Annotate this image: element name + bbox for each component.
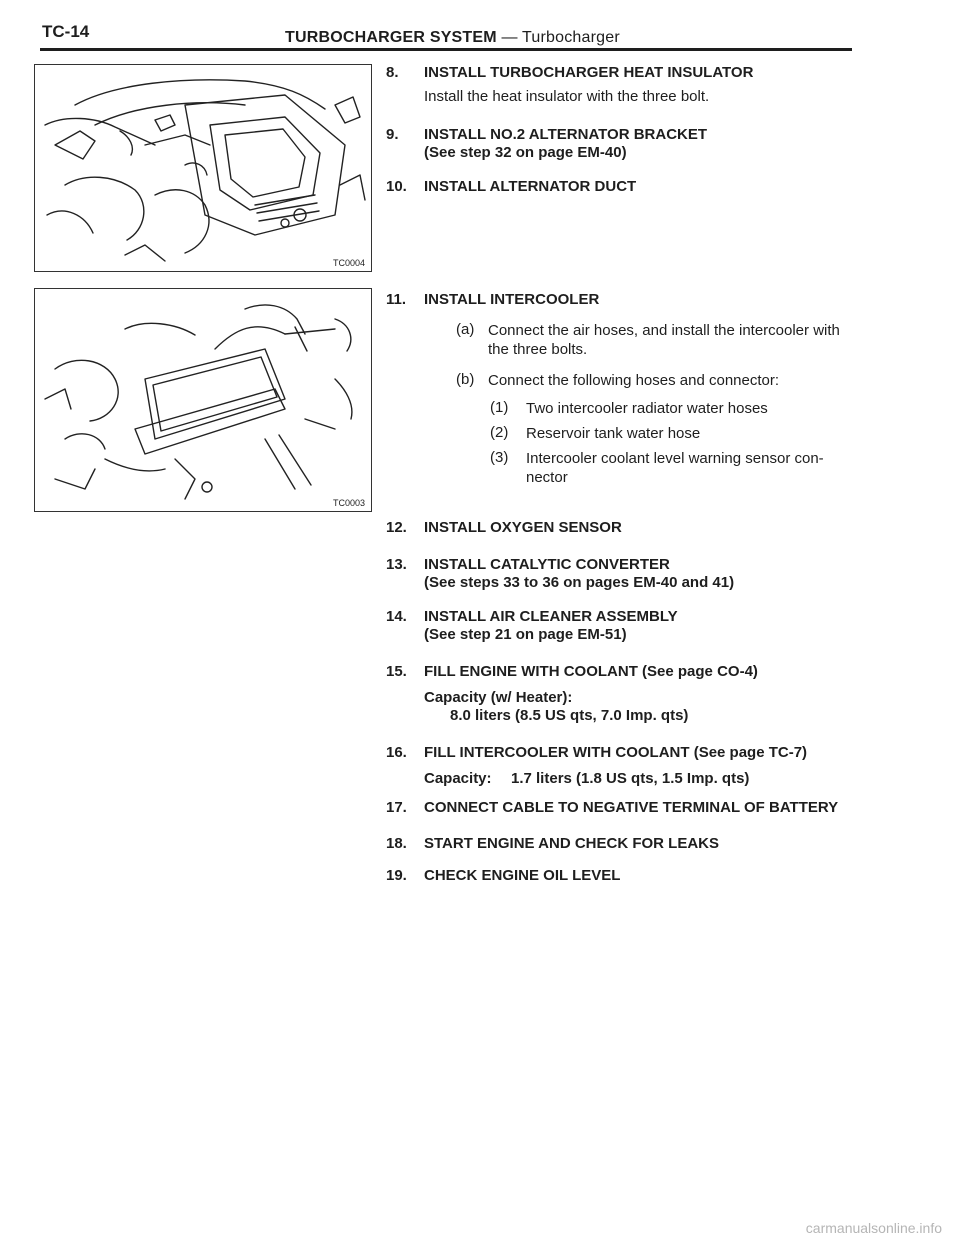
capacity-label: Capacity: (424, 770, 492, 787)
watermark-text: carmanualsonline.info (805, 1220, 942, 1236)
capacity-value: 8.0 liters (8.5 US qts, 7.0 Imp. qts) (450, 707, 689, 724)
substep-line: the three bolts. (488, 341, 588, 358)
page-code: TC-14 (42, 22, 90, 41)
step-title: INSTALL NO.2 ALTERNATOR BRACKET (424, 126, 708, 143)
step-title: FILL INTERCOOLER WITH COOLANT (See page TC-7) (424, 744, 808, 761)
step-number: 8. (386, 64, 399, 81)
step-number: 10. (386, 178, 407, 195)
capacity-label: Capacity (w/ Heater): (424, 689, 573, 706)
step-title: CONNECT CABLE TO NEGATIVE TERMINAL OF BATTERY (424, 799, 839, 816)
engine-illustration-1 (35, 65, 371, 271)
step-number: 9. (386, 126, 399, 143)
engine-illustration-2 (35, 289, 371, 511)
step-reference: (See step 32 on page EM-40) (424, 144, 627, 161)
item-number: (2) (490, 424, 509, 441)
substep-label: (b) (456, 371, 475, 388)
figure-caption: TC0003 (332, 498, 365, 508)
section-title-sub: — Turbocharger (496, 29, 620, 46)
section-title (285, 29, 620, 47)
figure-heat-insulator (34, 64, 372, 272)
header-rule (40, 48, 852, 51)
step-reference: (See steps 33 to 36 on pages EM-40 and 41) (424, 574, 735, 591)
step-number: 12. (386, 519, 407, 536)
step-number: 11. (386, 291, 407, 308)
item-text: Reservoir tank water hose (526, 425, 701, 442)
step-title: INSTALL AIR CLEANER ASSEMBLY (424, 608, 678, 625)
step-body: Install the heat insulator with the three bolt. (424, 88, 710, 105)
figure-caption: TC0004 (332, 258, 365, 268)
figure-intercooler (34, 288, 372, 512)
item-text: Two intercooler radiator water hoses (526, 400, 768, 417)
item-number: (3) (490, 449, 509, 466)
step-number: 15. (386, 663, 407, 680)
section-title-main: TURBOCHARGER SYSTEM (285, 29, 497, 46)
capacity-value: 1.7 liters (1.8 US qts, 1.5 Imp. qts) (511, 770, 750, 787)
item-line: nector (526, 469, 568, 486)
item-text (526, 449, 824, 487)
item-line: Intercooler coolant level warning sensor con- (526, 450, 824, 467)
step-title: INSTALL INTERCOOLER (424, 291, 600, 308)
item-number: (1) (490, 399, 509, 416)
step-number: 18. (386, 835, 407, 852)
step-number: 19. (386, 867, 407, 884)
substep-line: Connect the air hoses, and install the intercooler with (488, 322, 840, 339)
step-title: START ENGINE AND CHECK FOR LEAKS (424, 835, 720, 852)
step-title: INSTALL TURBOCHARGER HEAT INSULATOR (424, 64, 754, 81)
substep-text: Connect the following hoses and connector: (488, 372, 780, 389)
step-number: 13. (386, 556, 407, 573)
step-title: INSTALL OXYGEN SENSOR (424, 519, 622, 536)
substep-label: (a) (456, 321, 475, 338)
step-reference: (See step 21 on page EM-51) (424, 626, 627, 643)
step-title: CHECK ENGINE OIL LEVEL (424, 867, 621, 884)
step-number: 17. (386, 799, 407, 816)
step-title: INSTALL CATALYTIC CONVERTER (424, 556, 670, 573)
step-number: 14. (386, 608, 407, 625)
substep-text (488, 321, 840, 359)
step-number: 16. (386, 744, 407, 761)
step-title: INSTALL ALTERNATOR DUCT (424, 178, 637, 195)
step-title: FILL ENGINE WITH COOLANT (See page CO-4) (424, 663, 758, 680)
